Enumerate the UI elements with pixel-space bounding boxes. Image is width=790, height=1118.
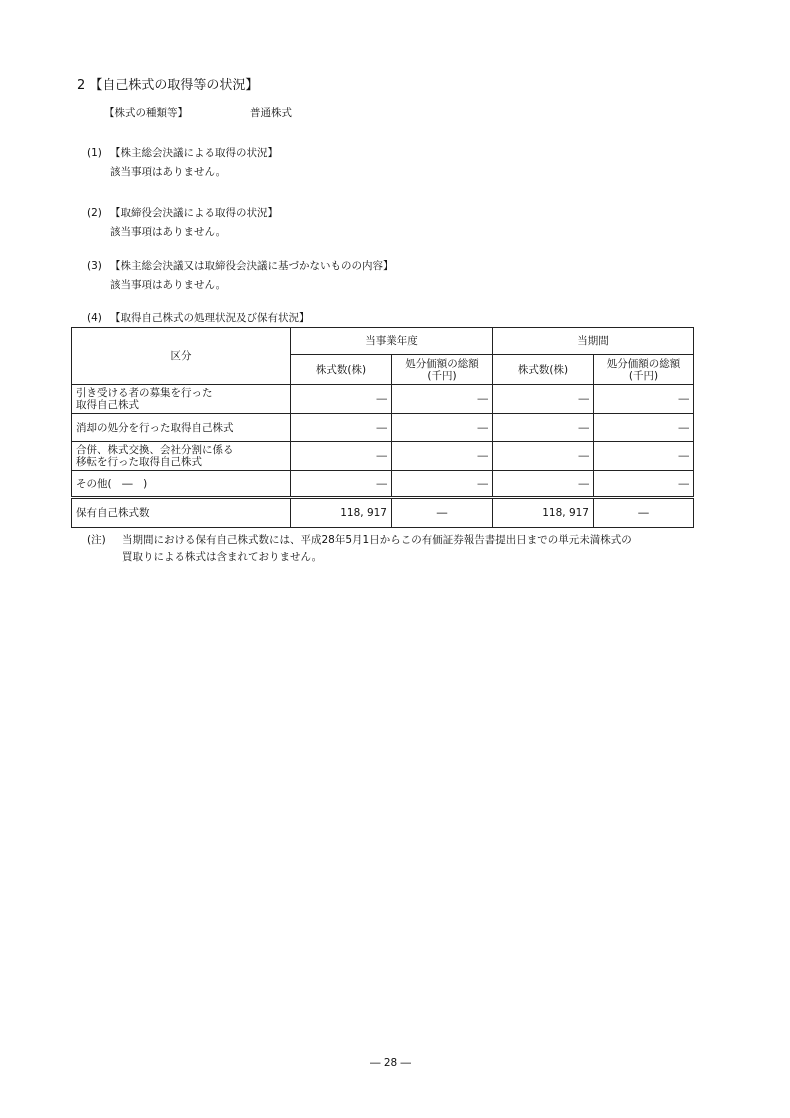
row-label-line1: 引き受ける者の募集を行った — [76, 387, 213, 399]
cell-shares-2: ― — [493, 442, 594, 471]
row-label — [72, 471, 291, 498]
header-shares-2: 株式数(株) — [493, 355, 594, 385]
total-amount-2: ― — [594, 498, 694, 528]
header-shares-1: 株式数(株) — [291, 355, 392, 385]
item-2-body: 該当事項はありません。 — [110, 226, 227, 238]
cell-shares-1: ― — [291, 442, 392, 471]
cell-shares-1: ― — [291, 471, 392, 498]
item-4-title: 【取得自己株式の処理状況及び保有状況】 — [110, 312, 310, 324]
item-1-body: 該当事項はありません。 — [110, 166, 227, 178]
cell-shares-2: ― — [493, 471, 594, 498]
total-label: 保有自己株式数 — [72, 498, 291, 528]
cell-amount-1: ― — [392, 442, 493, 471]
treasury-stock-table — [71, 327, 694, 528]
row-label-line1: 消却の処分を行った取得自己株式 — [76, 421, 234, 434]
row-label-line2: 取得自己株式 — [76, 399, 139, 411]
header-amount-2-line2: (千円) — [628, 369, 659, 382]
cell-shares-1: ― — [291, 414, 392, 442]
row-label — [72, 442, 291, 471]
header-amount-2 — [594, 355, 694, 385]
total-amount-1: ― — [392, 498, 493, 528]
cell-amount-2: ― — [594, 385, 694, 414]
total-shares-1: 118, 917 — [291, 498, 392, 528]
cell-amount-1: ― — [392, 385, 493, 414]
note-mark: (注) — [87, 534, 106, 546]
item-3-number: (3) — [87, 260, 102, 272]
note-line-2: 買取りによる株式は含まれておりません。 — [122, 551, 323, 563]
table-row — [72, 471, 694, 498]
table-row — [72, 385, 694, 414]
cell-amount-2: ― — [594, 471, 694, 498]
row-label — [72, 414, 291, 442]
section-title: 2 【自己株式の取得等の状況】 — [77, 78, 259, 93]
row-label-line2: 移転を行った取得自己株式 — [76, 456, 202, 468]
total-row — [72, 498, 694, 528]
header-current-period: 当期間 — [493, 328, 694, 355]
cell-amount-2: ― — [594, 442, 694, 471]
cell-shares-2: ― — [493, 414, 594, 442]
cell-shares-1: ― — [291, 385, 392, 414]
item-2-title: 【取締役会決議による取得の状況】 — [110, 207, 278, 219]
cell-shares-2: ― — [493, 385, 594, 414]
header-amount-1 — [392, 355, 493, 385]
row-label — [72, 385, 291, 414]
table-row — [72, 442, 694, 471]
cell-amount-1: ― — [392, 414, 493, 442]
total-shares-2: 118, 917 — [493, 498, 594, 528]
item-4-number: (4) — [87, 312, 102, 324]
table-row — [72, 414, 694, 442]
item-3-title: 【株主総会決議又は取締役会決議に基づかないものの内容】 — [110, 260, 394, 272]
cell-amount-1: ― — [392, 471, 493, 498]
header-category: 区分 — [72, 328, 291, 385]
cell-amount-2: ― — [594, 414, 694, 442]
row-label-line1: 合併、株式交換、会社分割に係る — [76, 444, 234, 456]
item-1-title: 【株主総会決議による取得の状況】 — [110, 147, 278, 159]
page-number: ― 28 ― — [370, 1057, 412, 1069]
header-amount-1-line1: 処分価額の総額 — [405, 357, 479, 370]
row-label-line1: その他( ― ) — [76, 477, 148, 490]
header-current-fiscal-year: 当事業年度 — [291, 328, 493, 355]
header-amount-2-line1: 処分価額の総額 — [606, 357, 681, 370]
note-line-1: 当期間における保有自己株式数には、平成28年5月1日からこの有価証券報告書提出日までの単元未満株式の — [122, 534, 632, 546]
item-3-body: 該当事項はありません。 — [110, 279, 227, 291]
item-2-number: (2) — [87, 207, 102, 219]
header-amount-1-line2: (千円) — [427, 369, 457, 382]
stock-type-label: 【株式の種類等】 — [104, 107, 188, 119]
item-1-number: (1) — [87, 147, 102, 159]
stock-type-value: 普通株式 — [250, 107, 292, 119]
